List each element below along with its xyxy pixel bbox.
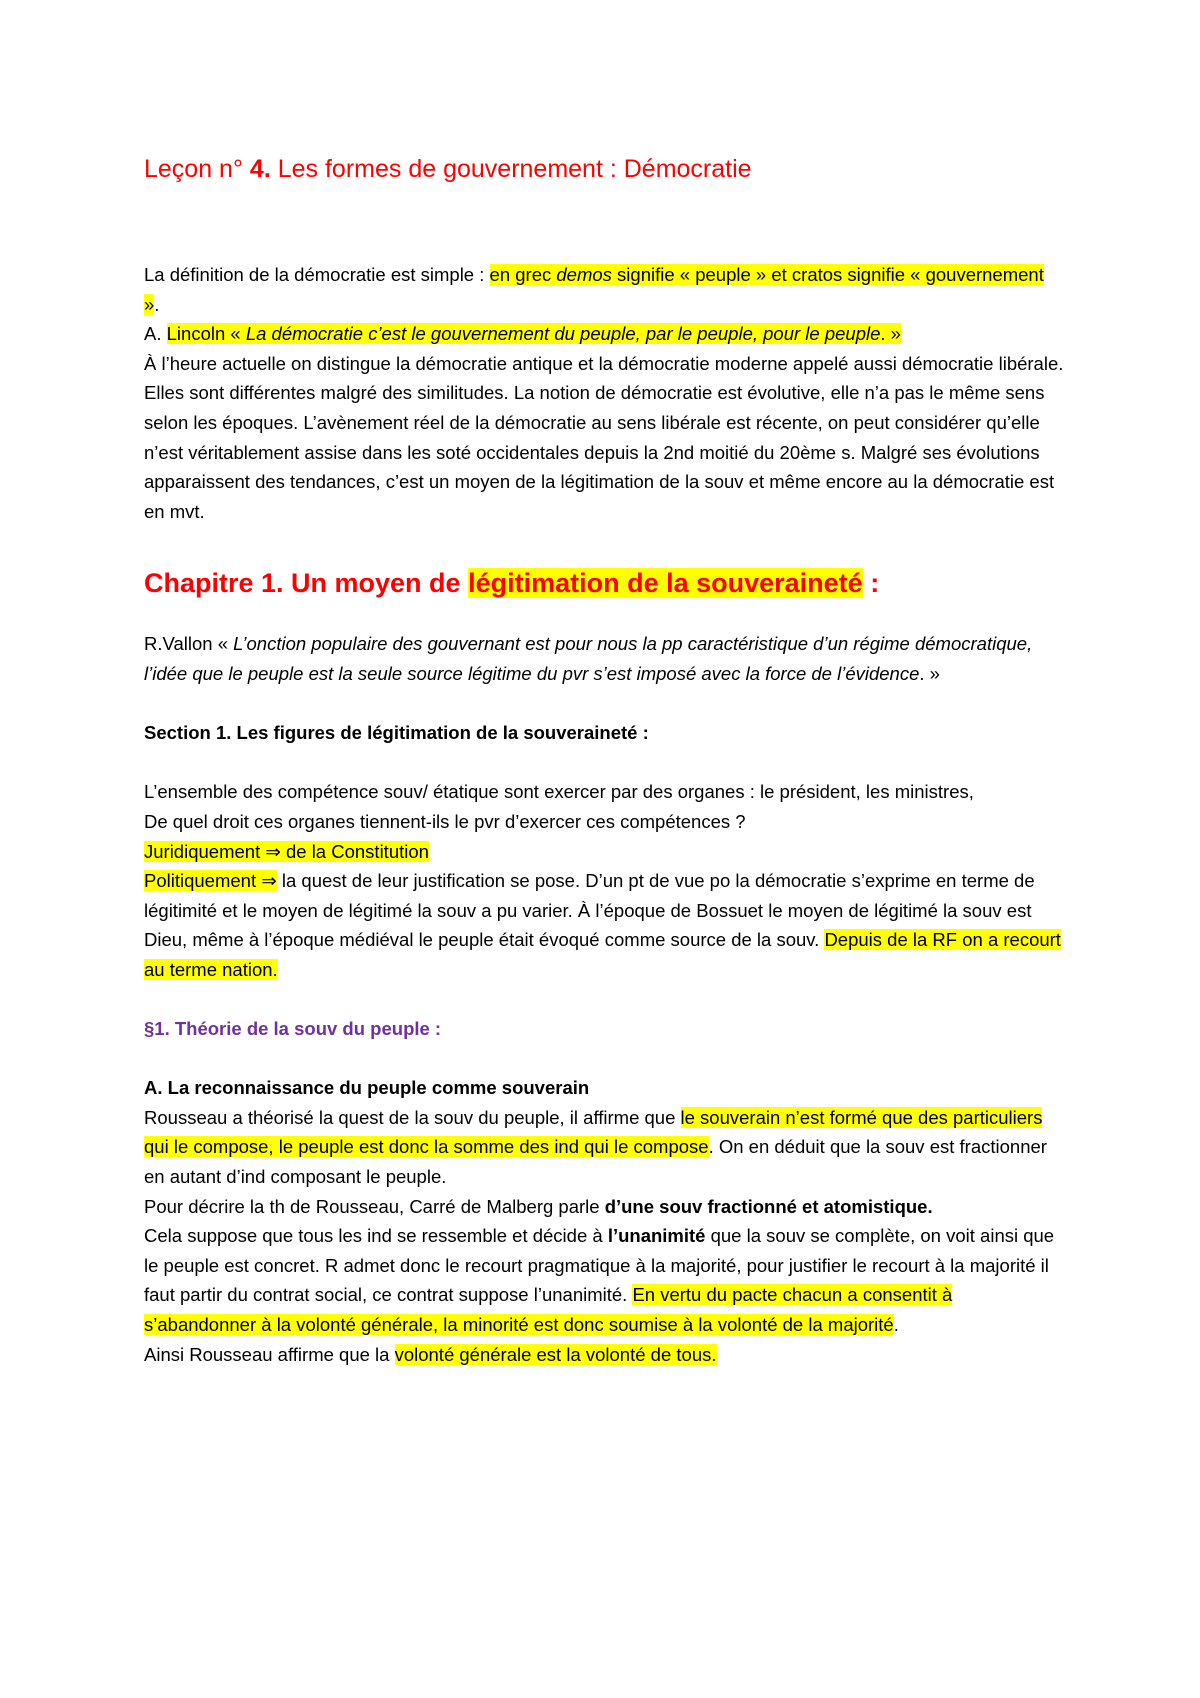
lincoln-highlight bbox=[167, 323, 901, 344]
pact-highlight: En vertu du pacte chacun a consentit à s’abandonner à la volonté générale, la minorité est donc soumise à la volonté de la majorité bbox=[144, 1284, 953, 1335]
title-rest: Les formes de gouvernement : Démocratie bbox=[270, 155, 752, 183]
definition-lead: La définition de la démocratie est simple : bbox=[144, 264, 490, 285]
definition-paragraph bbox=[144, 260, 1064, 319]
lincoln-quote bbox=[144, 319, 1064, 349]
section-heading: Section 1. Les figures de légitimation de la souveraineté : bbox=[144, 722, 649, 744]
organs-paragraph: L’ensemble des compétence souv/ étatique sont exercer par des organes : le président, les ministres, bbox=[144, 781, 974, 803]
general-will-highlight: volonté générale est la volonté de tous. bbox=[394, 1343, 717, 1365]
legal-line bbox=[144, 837, 1064, 867]
vallon-close: . » bbox=[919, 662, 940, 684]
unanimity-lead: Cela suppose que tous les ind se ressemble et décide à bbox=[144, 1225, 608, 1247]
general-will-lead: Ainsi Rousseau affirme que la bbox=[144, 1343, 395, 1365]
lincoln-name: Lincoln « bbox=[166, 323, 246, 345]
lincoln-text: La démocratie c’est le gouvernement du peuple, par le peuple, pour le peuple bbox=[245, 323, 881, 345]
vallon-author: R.Vallon « bbox=[144, 633, 234, 655]
chapter-label: Chapitre 1. Un moyen de bbox=[144, 568, 469, 599]
legal-highlight: Juridiquement ⇒ de la Constitution bbox=[144, 840, 429, 862]
definition-period: . bbox=[154, 293, 160, 315]
spacer bbox=[144, 689, 1064, 719]
pact-period: . bbox=[893, 1314, 899, 1335]
nation-highlight: Depuis de la RF on a recourt au terme nation. bbox=[144, 929, 1061, 980]
title-prefix: Leçon n° bbox=[144, 155, 250, 183]
definition-demos: demos bbox=[556, 264, 612, 285]
rousseau-highlight: le souverain n’est formé que des particuliers qui le compose, le peuple est donc la somme des ind qui le compose bbox=[144, 1106, 1043, 1158]
unanimity-paragraph bbox=[144, 1221, 1064, 1339]
rousseau-paragraph bbox=[144, 1103, 1064, 1192]
malberg-bold: d’une souv fractionné et atomistique. bbox=[604, 1195, 933, 1217]
lincoln-initial: A. bbox=[144, 323, 167, 345]
chapter-colon: : bbox=[862, 568, 880, 599]
lesson-title bbox=[144, 152, 1064, 186]
title-number: 4. bbox=[249, 155, 271, 183]
political-highlight: Politiquement ⇒ bbox=[144, 870, 277, 892]
paragraph-heading: §1. Théorie de la souv du peuple : bbox=[144, 1018, 442, 1040]
rousseau-tail: . On en déduit que la souv est fractionner en autant d’ind composant le peuple. bbox=[144, 1136, 1047, 1188]
chapter-heading bbox=[144, 564, 1064, 602]
vallon-quote bbox=[144, 629, 1064, 688]
chapter-highlight: légitimation de la souveraineté bbox=[468, 568, 863, 599]
political-paragraph bbox=[144, 866, 1064, 984]
general-will-paragraph bbox=[144, 1340, 1064, 1370]
part-a-heading: A. La reconnaissance du peuple comme souverain bbox=[144, 1077, 590, 1099]
rousseau-lead: Rousseau a théorisé la quest de la souv du peuple, il affirme que bbox=[144, 1106, 681, 1128]
spacer bbox=[144, 748, 1064, 778]
document-body bbox=[144, 152, 1064, 1369]
definition-greek: en grec bbox=[489, 264, 557, 285]
unanimity-bold: l’unanimité bbox=[607, 1225, 706, 1247]
spacer bbox=[144, 1044, 1064, 1074]
malberg-paragraph bbox=[144, 1192, 1064, 1222]
definition-meaning: signifie « peuple » et cratos signifie « gouvernement » bbox=[144, 264, 1044, 315]
lincoln-close: . » bbox=[880, 323, 901, 345]
spacer bbox=[144, 984, 1064, 1014]
intro-body: À l’heure actuelle on distingue la démocratie antique et la démocratie moderne appelé aussi démocratie libérale. Elles sont différentes malgré des similitudes. La notion de démocratie est évolutive, elle n’a pas le même sens selon les époques. L’avènement réel de la démocratie au sens libérale est récente, on peut considérer qu’elle n’est véritablement assise dans les soté occidentales depuis la 2nd moitié du 20ème s. Malgré ses évolutions apparaissent des tendances, c’est un moyen de la légitimation de la souv et même encore au la démocratie est en mvt. bbox=[144, 352, 1064, 522]
question-paragraph: De quel droit ces organes tiennent-ils le pvr d’exercer ces compétences ? bbox=[144, 810, 746, 832]
malberg-lead: Pour décrire la th de Rousseau, Carré de Malberg parle bbox=[144, 1195, 605, 1217]
vallon-text: L’onction populaire des gouvernant est pour nous la pp caractéristique d’un régime démocratique, l’idée que le peuple est la seule source légitime du pvr s’est imposé avec la force de l’évidence bbox=[144, 633, 1033, 684]
political-text: la quest de leur justification se pose. D’un pt de vue po la démocratie s’exprime en terme de légitimité et le moyen de légitimé la souv a pu varier. À l’époque de Bossuet le moyen de légitimé la souv est Dieu, même à l’époque médiéval le peuple était évoqué comme source de la souv. bbox=[144, 870, 1035, 951]
unanimity-text: que la souv se complète, on voit ainsi que le peuple est concret. R admet donc le recourt pragmatique à la majorité, pour justifier le recourt à la majorité il faut partir du contrat social, ce contrat suppose l’unanimité. bbox=[144, 1225, 1055, 1306]
